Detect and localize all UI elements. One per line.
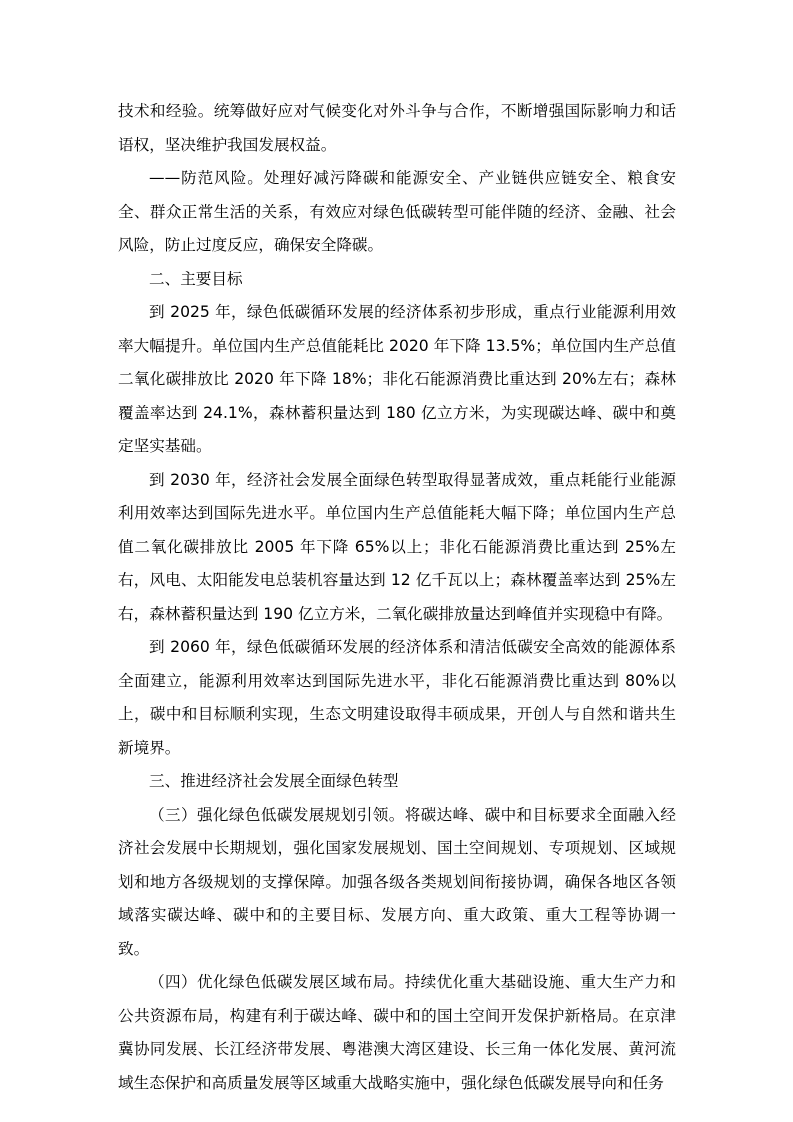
paragraph-regional-layout: （四）优化绿色低碳发展区域布局。持续优化重大基础设施、重大生产力和公共资源布局，构建有利于碳达峰、碳中和的国土空间开发保护新格局。在京津冀协同发展、长江经济带发展、粤港澳大湾区建设、长三角一体化发展、黄河流域生态保护和高质量发展等区域重大战略实施中，强化绿色低碳发展导向和任务	[118, 973, 676, 1092]
document-body	[118, 95, 676, 1100]
paragraph-planning-guidance: （三）强化绿色低碳发展规划引领。将碳达峰、碳中和目标要求全面融入经济社会发展中长期规划，强化国家发展规划、国土空间规划、专项规划、区域规划和地方各级规划的支撑保障。加强各级各类规划间衔接协调，确保各地区各领域落实碳达峰、碳中和的主要目标、发展方向、重大政策、重大工程等协调一致。	[118, 805, 676, 958]
section-heading-green-transition: 三、推进经济社会发展全面绿色转型	[149, 772, 399, 790]
paragraph-goal-2030: 到 2030 年，经济社会发展全面绿色转型取得显著成效，重点耗能行业能源利用效率达到国际先进水平。单位国内生产总值能耗大幅下降；单位国内生产总值二氧化碳排放比 2005 年下降 65%以上；非化石能源消费比重达到 25%左右，风电、太阳能发电总装机容量达到 12 亿千瓦以上；森林覆盖率达到 25%左右，森林蓄积量达到 190 亿立方米，二氧化碳排放量达到峰值并实现稳中有降。	[118, 470, 676, 623]
paragraph-goal-2025: 到 2025 年，绿色低碳循环发展的经济体系初步形成，重点行业能源利用效率大幅提升。单位国内生产总值能耗比 2020 年下降 13.5%；单位国内生产总值二氧化碳排放比 2020 年下降 18%；非化石能源消费比重达到 20%左右；森林覆盖率达到 24.1%，森林蓄积量达到 180 亿立方米，为实现碳达峰、碳中和奠定坚实基础。	[118, 303, 676, 455]
paragraph-continuation: 技术和经验。统筹做好应对气候变化对外斗争与合作，不断增强国际影响力和话语权，坚决维护我国发展权益。	[118, 102, 676, 154]
section-heading-main-goals: 二、主要目标	[149, 269, 243, 288]
paragraph-risk-prevention: ——防范风险。处理好减污降碳和能源安全、产业链供应链安全、粮食安全、群众正常生活的关系，有效应对绿色低碳转型可能伴随的经济、金融、社会风险，防止过度反应，确保安全降碳。	[118, 169, 676, 254]
paragraph-goal-2060: 到 2060 年，绿色低碳循环发展的经济体系和清洁低碳安全高效的能源体系全面建立，能源利用效率达到国际先进水平，非化石能源消费比重达到 80%以上，碳中和目标顺利实现，生态文明建设取得丰硕成果，开创人与自然和谐共生新境界。	[118, 638, 676, 757]
